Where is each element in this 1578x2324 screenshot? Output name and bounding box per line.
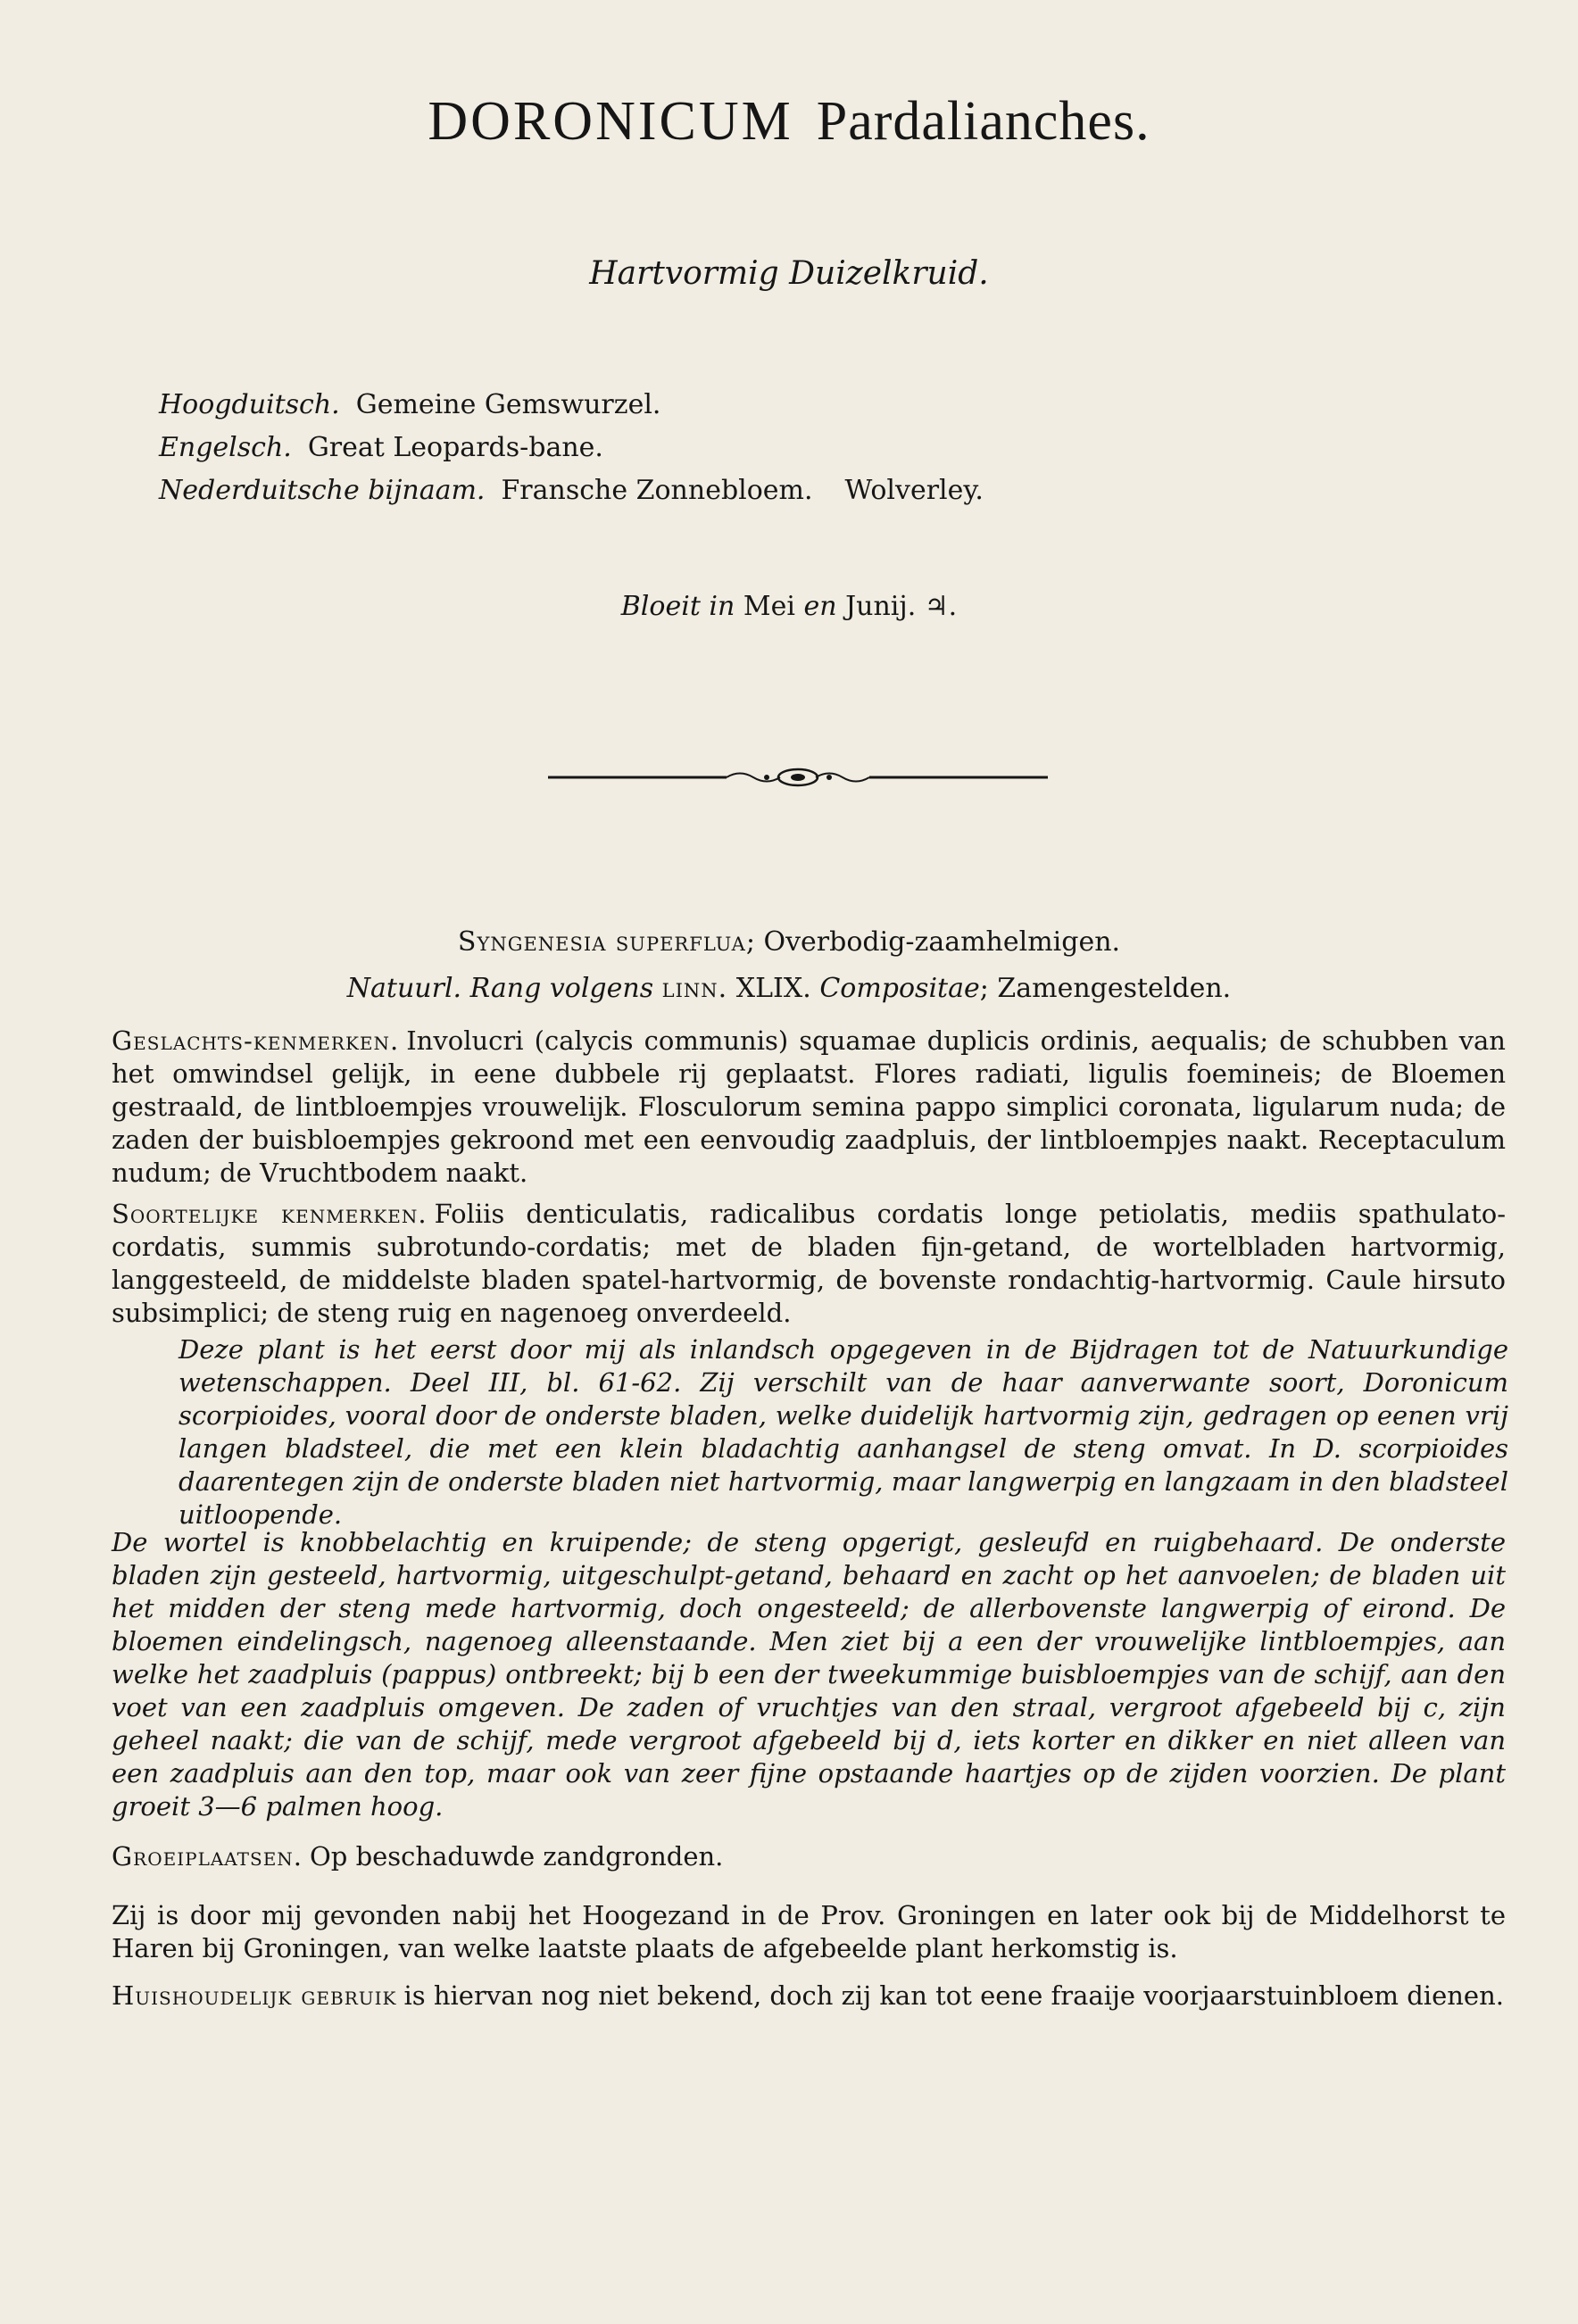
ornament-divider: [548, 764, 1048, 791]
language-label: Hoogduitsch.: [159, 389, 340, 420]
classification-line-1: Syngenesia superflua; Overbodig-zaamhelmigen.: [457, 926, 1121, 958]
vernacular-name: Gemeine Gemswurzel.: [355, 389, 661, 420]
flowering-time: Bloeit in Mei en Junij. ♃.: [620, 591, 958, 622]
note-first-record: Deze plant is het eerst door mij als inlandsch opgegeven in de Bijdragen tot de Natuurkundige wetenschappen. Deel III, bl. 61-62. Zij verschilt van de haar aanverwante soort, Doronicum scorpioides, vooral door de onderste bladen, welke duidelijk hartvormig zijn, gedragen op eenen vrij langen bladsteel, die met een klein bladachtig aanhangsel de steng omvat. In D. scorpioides daarentegen zijn de onderste bladen niet hartvormig, maar langwerpig en langzaam in den bladsteel uitloopende.: [179, 1334, 1508, 1530]
vernacular-name-alt: Wolverley.: [844, 475, 984, 506]
page-title: [0, 86, 1578, 157]
name-row-german: [159, 384, 984, 427]
dutch-name: Hartvormig Duizelkruid.: [589, 255, 989, 292]
vernacular-name: Fransche Zonnebloem.: [501, 475, 813, 506]
language-label: Engelsch.: [159, 432, 292, 463]
species-characteristics: Soortelijke kenmerken. Foliis denticulatis, radicalibus cordatis longe petiolatis, mediis spathulato-cordatis, summis subrotundo-cordatis; met de bladen fijn-getand, de wortelbladen hartvormig, langgesteeld, de middelste bladen spatel-hartvormig, de bovenste rondachtig-hartvormig. Caule hirsuto subsimplici; de steng ruig en nagenoeg onverdeeld.: [112, 1199, 1506, 1328]
vernacular-name: Great Leopards-bane.: [307, 432, 603, 463]
classification-line-2: Natuurl. Rang volgens linn. XLIX. Compositae; Zamengestelden.: [346, 973, 1232, 1004]
locality: Zij is door mij gevonden nabij het Hoogezand in de Prov. Groningen en later ook bij de Middelhorst te Haren bij Groningen, van welke laatste plaats de afgebeelde plant herkomstig is.: [112, 1900, 1506, 1963]
genus-characteristics: Geslachts-kenmerken. Involucri (calycis communis) squamae duplicis ordinis, aequalis; de schubben van het omwindsel gelijk, in eene dubbele rij geplaatst. Flores radiati, ligulis foemineis; de Bloemen gestraald, de lintbloempjes vrouwelijk. Flosculorum semina pappo simplici coronata, ligularum nuda; de zaden der buisbloempjes gekroond met een eenvoudig zaadpluis, der lintbloempjes naakt. Receptaculum nudum; de Vruchtbodem naakt.: [112, 1025, 1506, 1188]
household-use: Huishoudelijk gebruik is hiervan nog niet bekend, doch zij kan tot eene fraaije voorjaarstuinbloem dienen.: [112, 1980, 1504, 2011]
title-genus: DORONICUM: [428, 91, 793, 152]
note-description: De wortel is knobbelachtig en kruipende; de steng opgerigt, gesleufd en ruigbehaard. De onderste bladen zijn gesteeld, hartvormig, uitgeschulpt-getand, behaard en zacht op het aanvoelen; de bladen uit het midden der steng mede hartvormig, doch ongesteeld; de allerbovenste langwerpig of eirond. De bloemen eindelingsch, nagenoeg alleenstaande. Men ziet bij a een der vrouwelijke lintbloempjes, aan welke het zaadpluis (pappus) ontbreekt; bij b een der tweekummige buisbloempjes van de schijf, aan den voet van een zaadpluis omgeven. De zaden of vruchtjes van den straal, vergroot afgebeeld bij c, zijn geheel naakt; die van de schijf, mede vergroot afgebeeld bij d, iets korter en dikker en niet alleen van een zaadpluis aan den top, maar ook van zeer fijne opstaande haartjes op de zijden voorzien. De plant groeit 3—6 palmen hoog.: [112, 1527, 1506, 1822]
vernacular-names: [159, 384, 984, 512]
name-row-dutch: [159, 469, 984, 512]
language-label: Nederduitsche bijnaam.: [159, 475, 486, 506]
name-row-english: [159, 427, 984, 469]
title-species: Pardalianches.: [816, 91, 1150, 152]
habitat: Groeiplaatsen. Op beschaduwde zandgronden.: [112, 1841, 724, 1872]
